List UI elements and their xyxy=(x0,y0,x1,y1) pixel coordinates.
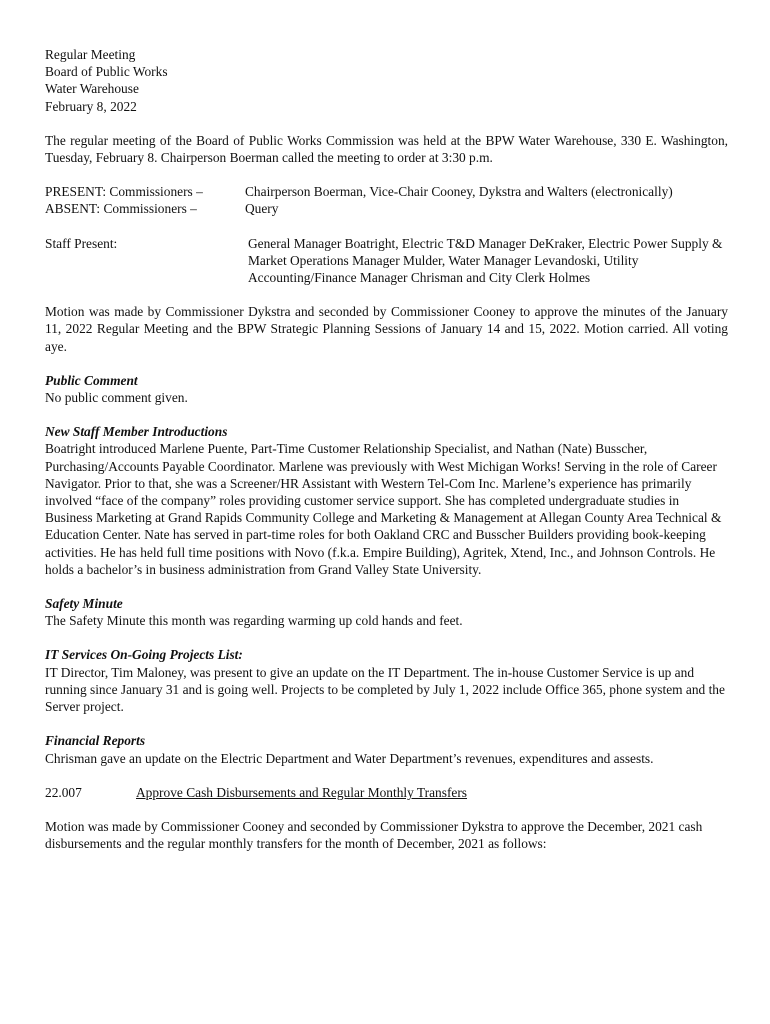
staff-label: Staff Present: xyxy=(45,235,118,251)
section-safety-minute xyxy=(45,595,728,629)
section-public-comment xyxy=(45,372,728,406)
agenda-item-number: 22.007 xyxy=(45,784,82,800)
meeting-date: February 8, 2022 xyxy=(45,98,137,114)
section-body: No public comment given. xyxy=(45,390,188,406)
meeting-type: Regular Meeting xyxy=(45,47,136,62)
absent-value: Query xyxy=(245,201,279,217)
intro-paragraph: The regular meeting of the Board of Public Works Commission was held at the BPW Water Warehouse, 330 E. Washington, Tuesday, February 8. Chairperson Boerman called the meeting to order at 3:30 p.m. xyxy=(45,132,728,166)
section-body: Boatright introduced Marlene Puente, Part-Time Customer Relationship Specialist, and Nathan (Nate) Busscher, Purchasing/Accounts Payable Coordinator. Marlene was previously with West Michigan Works! Serving in the role of Career Navigator. Prior to that, she was a Screener/HR Assistant with Western Tel-Com Inc. Marlene’s experience has primarily involved “face of the company” roles providing customer service support. She has completed undergraduate studies in Business Marketing at Grand Rapids Community College and Marketing & Management at Allegan County Area Technical & Education Center. Nate has served in part-time roles for both Oakland CRC and Busscher Builders providing book-keeping activities. He has held full time positions with Novo (f.k.a. Empire Building), Agritek, Xtend, Inc., and Johnson Controls. He holds a bachelor’s in business administration from Grand Valley State University. xyxy=(45,441,722,577)
section-body: The Safety Minute this month was regarding warming up cold hands and feet. xyxy=(45,613,463,629)
section-financial-reports xyxy=(45,732,728,766)
section-heading: Financial Reports xyxy=(45,733,146,749)
staff-value: General Manager Boatright, Electric T&D Manager DeKraker, Electric Power Supply & Market Operations Manager Mulder, Water Manager Levandoski, Utility Accounting/Finance Manager Chrisman and City Clerk Holmes xyxy=(248,235,723,286)
section-new-staff xyxy=(45,423,728,578)
board-name: Board of Public Works xyxy=(45,64,168,80)
motion-minutes-paragraph: Motion was made by Commissioner Dykstra and seconded by Commissioner Cooney to approve the minutes of the January 11, 2022 Regular Meeting and the BPW Strategic Planning Sessions of January 14 and 15, 2022. Motion carried. All voting aye. xyxy=(45,304,728,354)
meeting-header xyxy=(45,46,728,115)
present-value: Chairperson Boerman, Vice-Chair Cooney, Dykstra and Walters (electronically) xyxy=(245,184,673,200)
section-heading: New Staff Member Introductions xyxy=(45,424,228,440)
section-heading: IT Services On-Going Projects List: xyxy=(45,647,243,663)
staff-row xyxy=(45,235,728,287)
meeting-location: Water Warehouse xyxy=(45,81,139,97)
present-row xyxy=(45,183,728,200)
present-label: PRESENT: Commissioners – xyxy=(45,184,203,200)
minutes-page xyxy=(45,46,728,852)
section-body: Chrisman gave an update on the Electric Department and Water Department’s revenues, expenditures and assests. xyxy=(45,750,654,766)
section-body: IT Director, Tim Maloney, was present to give an update on the IT Department. The in-house Customer Service is up and running since January 31 and is going well. Projects to be completed by July 1, 2022 include Office 365, phone system and the Server project. xyxy=(45,664,725,715)
section-heading: Safety Minute xyxy=(45,596,123,612)
agenda-item-title: Approve Cash Disbursements and Regular Monthly Transfers xyxy=(136,784,468,800)
agenda-item-line xyxy=(45,784,728,801)
absent-row xyxy=(45,200,728,217)
attendance xyxy=(45,183,728,286)
motion-disbursements-paragraph: Motion was made by Commissioner Cooney and seconded by Commissioner Dykstra to approve the December, 2021 cash disbursements and the regular monthly transfers for the month of December, 2021 as follows: xyxy=(45,818,703,852)
agenda-item-heading xyxy=(45,784,728,801)
absent-label: ABSENT: Commissioners – xyxy=(45,201,197,217)
section-it-services xyxy=(45,646,728,715)
section-heading: Public Comment xyxy=(45,372,138,388)
